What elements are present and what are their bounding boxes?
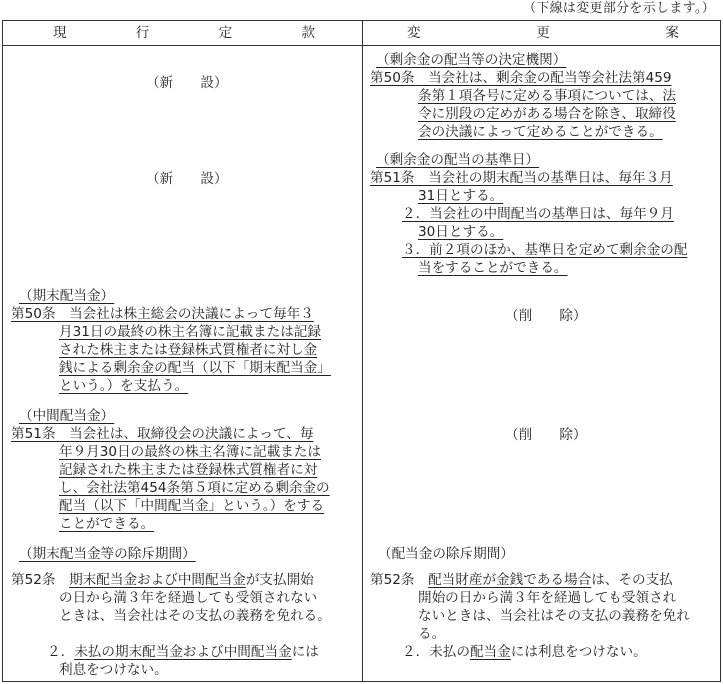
header-char: 案 bbox=[665, 25, 679, 41]
article-line: という。）を支払う。 bbox=[59, 378, 189, 394]
article-line: 第50条 当会社は、剰余金の配当等会社法第459 bbox=[370, 70, 672, 86]
left-new-1: （新 設） bbox=[146, 75, 228, 91]
article-line: 配当（以下「中間配当金」という。）をする bbox=[59, 498, 325, 514]
article-heading: （配当金の除斥期間） bbox=[378, 546, 514, 562]
changed-text: 未払の期末配当金および中間配当金 bbox=[74, 644, 292, 660]
paragraph-prefix: ２． bbox=[47, 644, 75, 660]
header-proposed-amendment bbox=[407, 21, 679, 45]
article-prefix: 第52条 bbox=[370, 572, 429, 588]
article-line: 当をすることができる。 bbox=[418, 260, 568, 276]
article-line: 開始の日から満３年を経過しても受領され bbox=[418, 590, 677, 606]
header-char: 現 bbox=[53, 25, 67, 41]
article-line: 年９月30日の最終の株主名簿に記載または bbox=[59, 444, 321, 460]
header-char: 定 bbox=[218, 25, 233, 41]
article-line: 第50条 当会社は株主総会の決議によって毎年３ bbox=[11, 306, 314, 322]
article-line: 第51条 当会社の期末配当の基準日は、毎年３月 bbox=[370, 170, 673, 186]
header-current-articles bbox=[53, 21, 315, 45]
change-note: （下線は変更部分を示します。） bbox=[523, 1, 715, 16]
article-line: 月31日の最終の株主名簿に記載または記録 bbox=[59, 324, 321, 340]
article-line: 条第１項各号に定める事項については、法 bbox=[418, 88, 677, 104]
article-line: ときは、当会社はその支払の義務を免れる。 bbox=[59, 608, 331, 624]
article-line: 令に別段の定めがある場合を除き、取締役 bbox=[418, 106, 676, 122]
article-line: の日から満３年を経過しても受領されない bbox=[59, 590, 318, 606]
article-text: は、その支払 bbox=[591, 572, 673, 588]
column-divider bbox=[362, 21, 363, 681]
right-article-52 bbox=[370, 545, 718, 661]
right-deleted-2: （削 除） bbox=[505, 427, 587, 443]
header-char: 行 bbox=[135, 25, 150, 41]
article-line: ことができる。 bbox=[59, 516, 155, 532]
right-article-51 bbox=[370, 151, 718, 277]
left-new-2: （新 設） bbox=[146, 171, 228, 187]
article-heading: （期末配当金等の除斥期間） bbox=[19, 546, 196, 562]
right-deleted-1: （削 除） bbox=[505, 308, 587, 324]
header-char: 更 bbox=[536, 25, 550, 41]
article-prefix: 第52条 bbox=[11, 572, 70, 588]
right-article-50 bbox=[370, 51, 718, 141]
article-line: 30日とする。 bbox=[418, 224, 504, 240]
changed-text: 配当金 bbox=[469, 644, 511, 660]
left-article-50 bbox=[11, 287, 359, 395]
article-line: 記録された株主または登録株式質権者に対 bbox=[59, 462, 318, 478]
article-line: 第51条 当会社は、取締役会の決議によって、毎 bbox=[11, 426, 314, 442]
comparison-table bbox=[2, 20, 721, 682]
left-article-51 bbox=[11, 407, 359, 533]
article-heading: （剰余金の配当等の決定機関） bbox=[376, 52, 567, 68]
article-line: る。 bbox=[418, 626, 446, 642]
article-line: 銭による剰余金の配当（以下「期末配当金」 bbox=[59, 360, 331, 376]
article-text: には利息をつけない。 bbox=[510, 644, 647, 660]
article-line: された株主または登録株式質権者に対し金 bbox=[59, 342, 318, 358]
article-line: ないときは、当会社はその支払の義務を免れ bbox=[418, 608, 690, 624]
article-line: ２．当会社の中間配当の基準日は、毎年９月 bbox=[402, 206, 674, 222]
article-line: 利息をつけない。 bbox=[59, 662, 168, 678]
changed-text: 期末配当金および中間配当金 bbox=[69, 572, 246, 588]
article-line: ３．前２項のほか、基準日を定めて剰余金の配 bbox=[402, 242, 688, 258]
article-text: が支払開始 bbox=[245, 572, 314, 588]
article-line: 31日とする。 bbox=[418, 188, 504, 204]
left-article-52 bbox=[11, 545, 359, 679]
changed-text: 配当財産が金銭である場合 bbox=[428, 572, 592, 588]
article-heading: （期末配当金） bbox=[19, 288, 115, 304]
article-heading: （剰余金の配当の基準日） bbox=[376, 152, 540, 168]
article-line: し、会社法第454条第５項に定める剰余金の bbox=[59, 480, 330, 496]
article-text: には bbox=[291, 644, 319, 660]
header-char: 款 bbox=[301, 25, 315, 41]
header-char: 変 bbox=[407, 25, 421, 41]
article-line: 会の決議によって定めることができる。 bbox=[418, 124, 663, 140]
paragraph-prefix: ２．未払の bbox=[402, 644, 470, 660]
article-heading: （中間配当金） bbox=[19, 408, 115, 424]
